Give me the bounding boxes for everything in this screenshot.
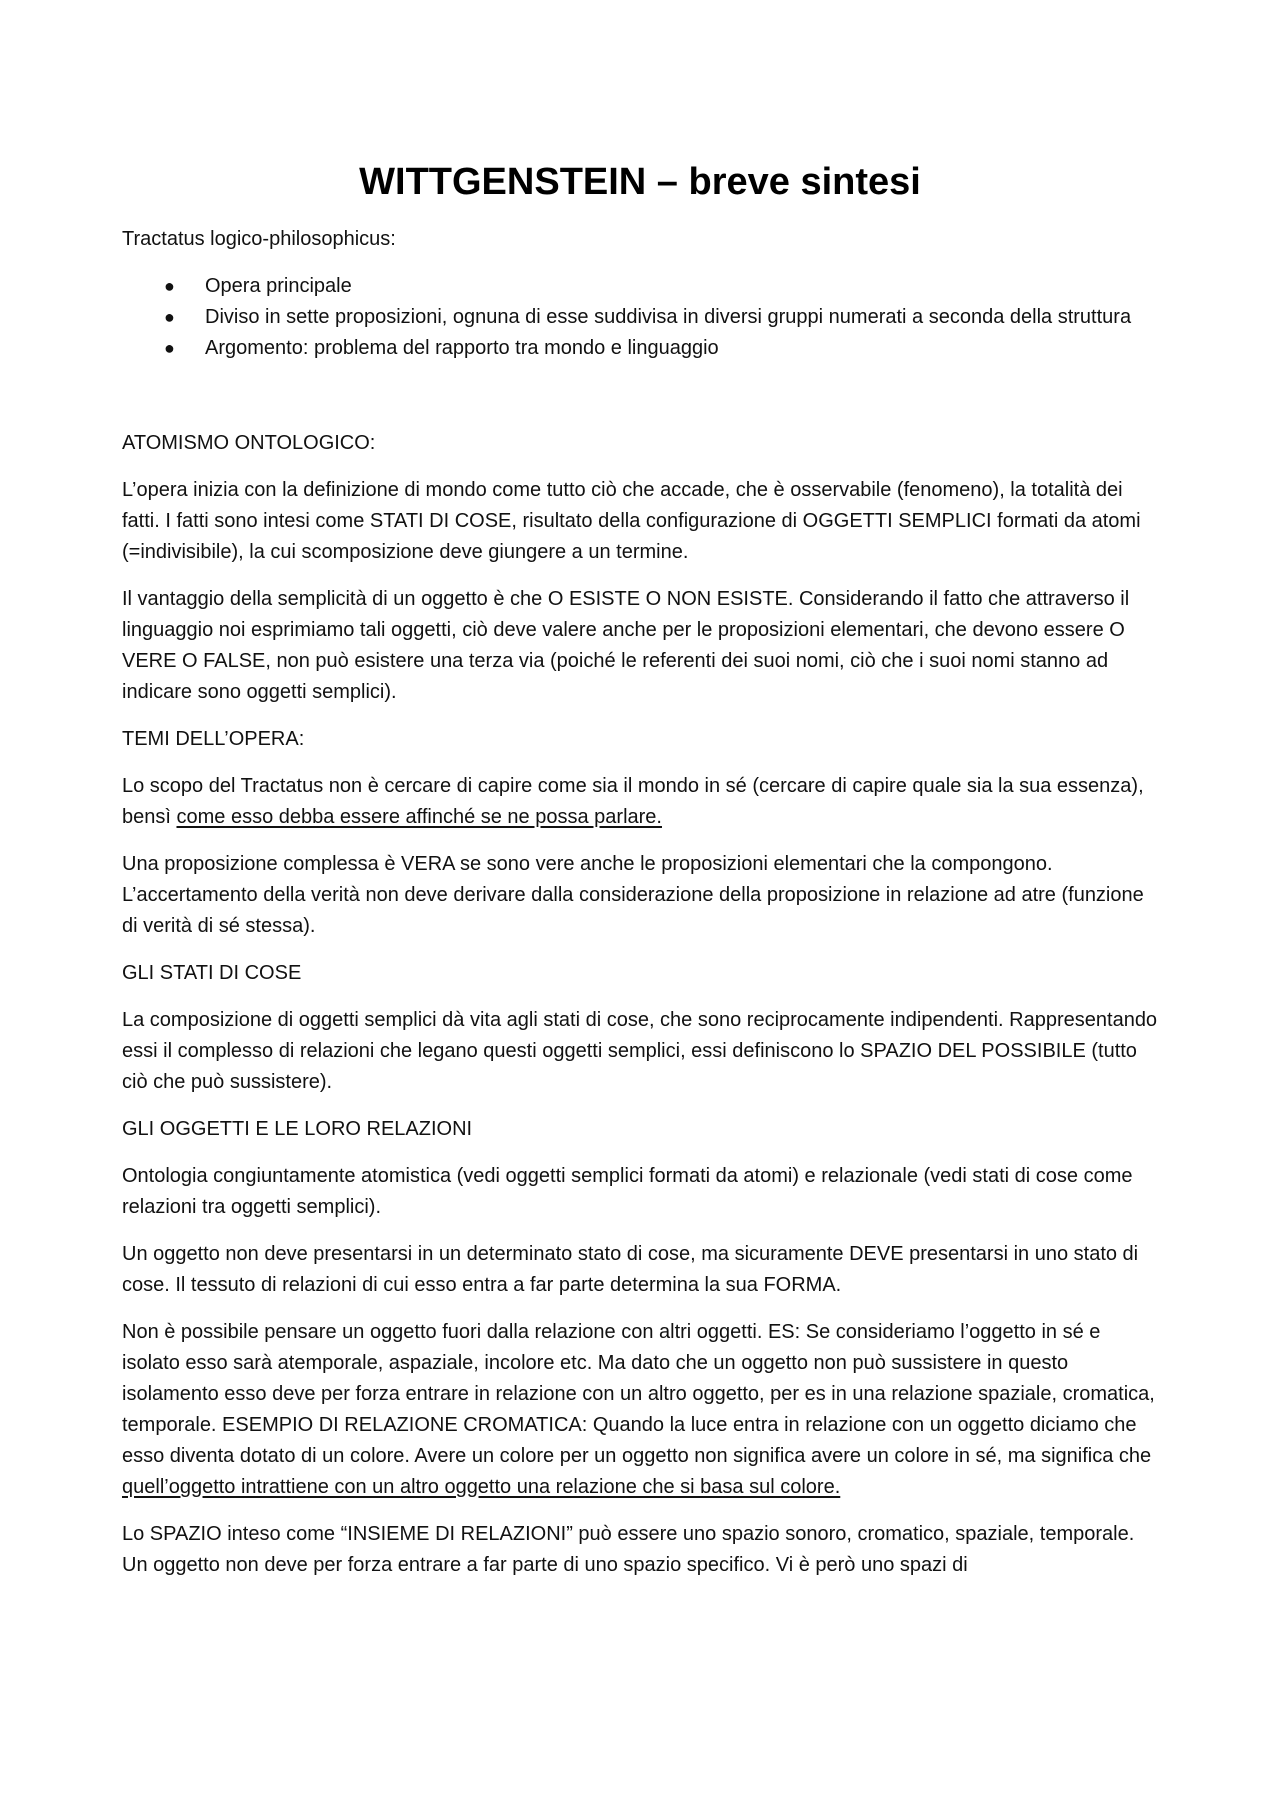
underlined-text: quell’oggetto intrattiene con un altro oggetto una relazione che si basa sul colore. (122, 1476, 841, 1498)
paragraph: Non è possibile pensare un oggetto fuori dalla relazione con altri oggetti. ES: Se consideriamo l’oggetto in sé e isolato esso sarà atemporale, aspaziale, incolore etc. Ma dato che un oggetto non può sussistere in questo isolamento esso deve per forza entrare in relazione con un altro oggetto, per es in una relazione spaziale, cromatica, temporale. ESEMPIO DI RELAZIONE CROMATICA: Quando la luce entra in relazione con un oggetto diciamo che esso diventa dotato di un colore. Avere un colore per un oggetto non significa avere un colore in sé, ma significa che quell’oggetto intrattiene con un altro oggetto una relazione che si basa sul colore. (122, 1321, 1155, 1498)
list-item: ● Diviso in sette proposizioni, ognuna di esse suddivisa in diversi gruppi numerati a seconda della struttura (122, 302, 1158, 333)
section-heading-temi: TEMI DELL’OPERA: (122, 728, 305, 750)
bullet-icon: ● (164, 338, 175, 358)
paragraph: Il vantaggio della semplicità di un oggetto è che O ESISTE O NON ESISTE. Considerando il fatto che attraverso il linguaggio noi esprimiamo tali oggetti, ciò deve valere anche per le proposizioni elementari, che devono essere O VERE O FALSE, non può esistere una terza via (poiché le referenti dei suoi nomi, ciò che i suoi nomi stanno ad indicare sono oggetti semplici). (122, 588, 1130, 703)
paragraph: Un oggetto non deve presentarsi in un determinato stato di cose, ma sicuramente DEVE presentarsi in uno stato di cose. Il tessuto di relazioni di cui esso entra a far parte determina la sua FORMA. (122, 1243, 1139, 1296)
section-heading-oggetti: GLI OGGETTI E LE LORO RELAZIONI (122, 1118, 473, 1140)
underlined-text: come esso debba essere affinché se ne possa parlare. (176, 806, 662, 828)
paragraph: La composizione di oggetti semplici dà vita agli stati di cose, che sono reciprocamente indipendenti. Rappresentando essi il complesso di relazioni che legano questi oggetti semplici, essi definiscono lo SPAZIO DEL POSSIBILE (tutto ciò che può sussistere). (122, 1009, 1158, 1093)
paragraph: Una proposizione complessa è VERA se sono vere anche le proposizioni elementari che la compongono. L’accertamento della verità non deve derivare dalla considerazione della proposizione in relazione ad atre (funzione di verità di sé stessa). (122, 853, 1144, 937)
list-item: ● Opera principale (122, 271, 1158, 302)
list-item: ● Argomento: problema del rapporto tra mondo e linguaggio (122, 333, 1158, 364)
section-heading-stati: GLI STATI DI COSE (122, 962, 302, 984)
paragraph: L’opera inizia con la definizione di mondo come tutto ciò che accade, che è osservabile (fenomeno), la totalità dei fatti. I fatti sono intesi come STATI DI COSE, risultato della configurazione di OGGETTI SEMPLICI formati da atomi (=indivisibile), la cui scomposizione deve giungere a un termine. (122, 479, 1141, 563)
bullet-icon: ● (164, 307, 175, 327)
paragraph: Lo scopo del Tractatus non è cercare di capire come sia il mondo in sé (cercare di capire quale sia la sua essenza), bensì come esso debba essere affinché se ne possa parlare. (122, 775, 1144, 828)
document-title: WITTGENSTEIN – breve sintesi (359, 161, 921, 203)
paragraph: Ontologia congiuntamente atomistica (vedi oggetti semplici formati da atomi) e relazionale (vedi stati di cose come relazioni tra oggetti semplici). (122, 1165, 1133, 1218)
intro-text: Tractatus logico-philosophicus: (122, 228, 396, 250)
bullet-icon: ● (164, 276, 175, 296)
paragraph: Lo SPAZIO inteso come “INSIEME DI RELAZIONI” può essere uno spazio sonoro, cromatico, spaziale, temporale. Un oggetto non deve per forza entrare a far parte di uno spazio specifico. Vi è però uno spazi di (122, 1523, 1135, 1576)
spacer (122, 364, 1158, 428)
bullet-list (122, 271, 1158, 364)
section-heading-atomismo: ATOMISMO ONTOLOGICO: (122, 432, 376, 454)
